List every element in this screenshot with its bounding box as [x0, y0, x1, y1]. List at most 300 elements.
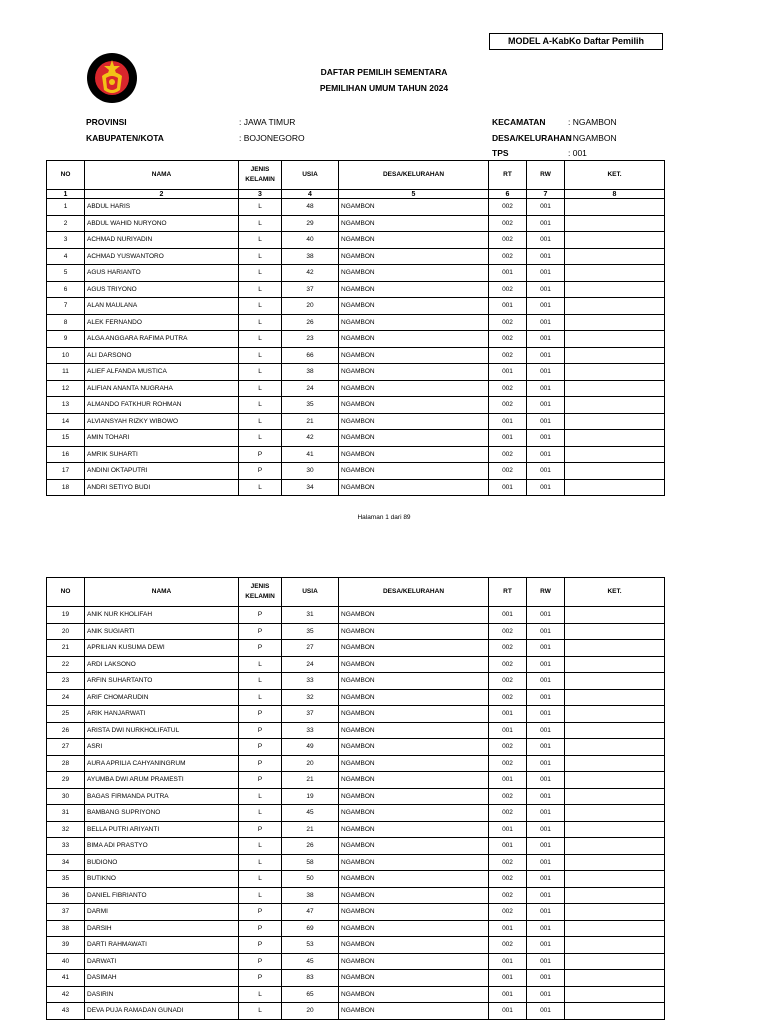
cell-usia: 23 [282, 331, 339, 348]
cell-rw: 001 [527, 199, 565, 216]
cell-jenis-kelamin: L [239, 265, 282, 282]
cell-rt: 002 [489, 232, 527, 249]
cell-ket [565, 986, 665, 1003]
cell-rw: 001 [527, 772, 565, 789]
cell-rw: 001 [527, 314, 565, 331]
cell-usia: 38 [282, 887, 339, 904]
table-row [47, 821, 665, 838]
cell-ket [565, 413, 665, 430]
cell-no: 11 [47, 364, 85, 381]
header-rw: RW [527, 578, 565, 607]
cell-nama: ALGA ANGGARA RAFIMA PUTRA [85, 331, 239, 348]
cell-rt: 002 [489, 689, 527, 706]
cell-no: 20 [47, 623, 85, 640]
cell-no: 30 [47, 788, 85, 805]
header-jenis-kelamin: JENIS KELAMIN [239, 578, 282, 607]
cell-rw: 001 [527, 281, 565, 298]
cell-ket [565, 430, 665, 447]
col-number: 1 [47, 190, 85, 199]
cell-no: 18 [47, 479, 85, 496]
cell-rw: 001 [527, 854, 565, 871]
cell-nama: AGUS HARIANTO [85, 265, 239, 282]
cell-nama: DARSIH [85, 920, 239, 937]
cell-jenis-kelamin: L [239, 689, 282, 706]
cell-rt: 001 [489, 970, 527, 987]
col-number: 8 [565, 190, 665, 199]
cell-ket [565, 871, 665, 888]
cell-jenis-kelamin: L [239, 314, 282, 331]
cell-rt: 002 [489, 887, 527, 904]
cell-usia: 42 [282, 265, 339, 282]
model-label: MODEL A-KabKo Daftar Pemilih [489, 33, 663, 50]
cell-usia: 47 [282, 904, 339, 921]
cell-rw: 001 [527, 232, 565, 249]
table-row [47, 739, 665, 756]
cell-rw: 001 [527, 413, 565, 430]
cell-no: 22 [47, 656, 85, 673]
cell-rw: 001 [527, 887, 565, 904]
table-row [47, 986, 665, 1003]
table-header-row [47, 578, 665, 607]
cell-no: 34 [47, 854, 85, 871]
cell-no: 39 [47, 937, 85, 954]
cell-nama: ALIEF ALFANDA MUSTICA [85, 364, 239, 381]
cell-desa: NGAMBON [339, 347, 489, 364]
cell-nama: DANIEL FIBRIANTO [85, 887, 239, 904]
cell-rw: 001 [527, 331, 565, 348]
cell-desa: NGAMBON [339, 821, 489, 838]
desa-value: : NGAMBON [568, 133, 617, 143]
table-row [47, 298, 665, 315]
cell-no: 6 [47, 281, 85, 298]
kecamatan-label: KECAMATAN [492, 117, 546, 127]
cell-nama: BELLA PUTRI ARIYANTI [85, 821, 239, 838]
table-row [47, 446, 665, 463]
cell-usia: 66 [282, 347, 339, 364]
col-number: 4 [282, 190, 339, 199]
cell-no: 35 [47, 871, 85, 888]
cell-jenis-kelamin: P [239, 937, 282, 954]
cell-rw: 001 [527, 265, 565, 282]
cell-usia: 38 [282, 248, 339, 265]
cell-ket [565, 446, 665, 463]
cell-usia: 42 [282, 430, 339, 447]
cell-nama: ALVIANSYAH RIZKY WIBOWO [85, 413, 239, 430]
column-number-row [47, 190, 665, 199]
table-row [47, 838, 665, 855]
cell-jenis-kelamin: L [239, 805, 282, 822]
cell-jenis-kelamin: L [239, 986, 282, 1003]
cell-nama: ARIF CHOMARUDIN [85, 689, 239, 706]
cell-jenis-kelamin: L [239, 838, 282, 855]
cell-desa: NGAMBON [339, 788, 489, 805]
cell-nama: ANDRI SETIYO BUDI [85, 479, 239, 496]
cell-rt: 002 [489, 623, 527, 640]
cell-no: 1 [47, 199, 85, 216]
cell-usia: 21 [282, 413, 339, 430]
cell-nama: AYUMBA DWI ARUM PRAMESTI [85, 772, 239, 789]
cell-rt: 001 [489, 265, 527, 282]
table-row [47, 920, 665, 937]
cell-usia: 24 [282, 380, 339, 397]
col-number: 7 [527, 190, 565, 199]
cell-ket [565, 397, 665, 414]
cell-rt: 001 [489, 1003, 527, 1020]
cell-desa: NGAMBON [339, 446, 489, 463]
cell-jenis-kelamin: L [239, 656, 282, 673]
cell-no: 3 [47, 232, 85, 249]
cell-desa: NGAMBON [339, 887, 489, 904]
cell-usia: 20 [282, 755, 339, 772]
cell-ket [565, 788, 665, 805]
cell-usia: 38 [282, 364, 339, 381]
cell-desa: NGAMBON [339, 397, 489, 414]
table-row [47, 248, 665, 265]
cell-nama: BAMBANG SUPRIYONO [85, 805, 239, 822]
cell-no: 16 [47, 446, 85, 463]
cell-nama: ALIFIAN ANANTA NUGRAHA [85, 380, 239, 397]
cell-desa: NGAMBON [339, 970, 489, 987]
cell-desa: NGAMBON [339, 640, 489, 657]
cell-desa: NGAMBON [339, 364, 489, 381]
cell-desa: NGAMBON [339, 772, 489, 789]
header-rt: RT [489, 578, 527, 607]
cell-rt: 001 [489, 821, 527, 838]
cell-jenis-kelamin: L [239, 430, 282, 447]
cell-usia: 21 [282, 772, 339, 789]
kabupaten-label: KABUPATEN/KOTA [86, 133, 164, 143]
cell-rt: 002 [489, 380, 527, 397]
cell-nama: ABDUL WAHID NURYONO [85, 215, 239, 232]
cell-desa: NGAMBON [339, 755, 489, 772]
provinsi-label: PROVINSI [86, 117, 127, 127]
cell-nama: ALMANDO FATKHUR ROHMAN [85, 397, 239, 414]
table-row [47, 904, 665, 921]
cell-rt: 001 [489, 479, 527, 496]
cell-jenis-kelamin: L [239, 854, 282, 871]
cell-jenis-kelamin: L [239, 479, 282, 496]
cell-ket [565, 970, 665, 987]
cell-no: 27 [47, 739, 85, 756]
cell-desa: NGAMBON [339, 986, 489, 1003]
cell-jenis-kelamin: P [239, 623, 282, 640]
cell-rw: 001 [527, 788, 565, 805]
cell-no: 10 [47, 347, 85, 364]
cell-ket [565, 838, 665, 855]
tps-label: TPS [492, 148, 509, 158]
cell-nama: ACHMAD NURIYADIN [85, 232, 239, 249]
cell-usia: 53 [282, 937, 339, 954]
cell-rw: 001 [527, 397, 565, 414]
cell-no: 9 [47, 331, 85, 348]
cell-rw: 001 [527, 215, 565, 232]
cell-rw: 001 [527, 446, 565, 463]
cell-usia: 21 [282, 821, 339, 838]
cell-ket [565, 314, 665, 331]
header-rw: RW [527, 161, 565, 190]
cell-jenis-kelamin: P [239, 607, 282, 624]
cell-ket [565, 821, 665, 838]
cell-rt: 001 [489, 298, 527, 315]
cell-jenis-kelamin: L [239, 788, 282, 805]
cell-rt: 002 [489, 281, 527, 298]
table-row [47, 788, 665, 805]
document-title: DAFTAR PEMILIH SEMENTARA [320, 67, 448, 77]
cell-jenis-kelamin: P [239, 706, 282, 723]
cell-no: 43 [47, 1003, 85, 1020]
col-number: 2 [85, 190, 239, 199]
cell-no: 13 [47, 397, 85, 414]
cell-desa: NGAMBON [339, 248, 489, 265]
kpu-logo [86, 46, 138, 110]
cell-ket [565, 673, 665, 690]
cell-nama: ARISTA DWI NURKHOLIFATUL [85, 722, 239, 739]
cell-rt: 001 [489, 772, 527, 789]
cell-ket [565, 772, 665, 789]
cell-no: 42 [47, 986, 85, 1003]
cell-jenis-kelamin: L [239, 199, 282, 216]
table-row [47, 430, 665, 447]
cell-rw: 001 [527, 706, 565, 723]
header-ket: KET. [565, 578, 665, 607]
table-row [47, 364, 665, 381]
cell-rt: 002 [489, 673, 527, 690]
cell-ket [565, 607, 665, 624]
cell-ket [565, 953, 665, 970]
cell-desa: NGAMBON [339, 739, 489, 756]
table-header-row [47, 161, 665, 190]
cell-usia: 33 [282, 673, 339, 690]
table-row [47, 887, 665, 904]
cell-desa: NGAMBON [339, 607, 489, 624]
cell-rt: 002 [489, 805, 527, 822]
cell-nama: ARIK HANJARWATI [85, 706, 239, 723]
table-row [47, 805, 665, 822]
header-nama: NAMA [85, 161, 239, 190]
cell-desa: NGAMBON [339, 232, 489, 249]
header-no: NO [47, 161, 85, 190]
cell-rw: 001 [527, 479, 565, 496]
table-row [47, 937, 665, 954]
cell-no: 26 [47, 722, 85, 739]
cell-desa: NGAMBON [339, 871, 489, 888]
cell-rt: 001 [489, 413, 527, 430]
cell-usia: 27 [282, 640, 339, 657]
cell-rt: 002 [489, 904, 527, 921]
cell-rw: 001 [527, 1003, 565, 1020]
cell-usia: 20 [282, 298, 339, 315]
cell-nama: DARWATI [85, 953, 239, 970]
cell-ket [565, 298, 665, 315]
cell-desa: NGAMBON [339, 689, 489, 706]
col-number: 5 [339, 190, 489, 199]
cell-ket [565, 854, 665, 871]
cell-rw: 001 [527, 953, 565, 970]
cell-desa: NGAMBON [339, 463, 489, 480]
cell-jenis-kelamin: L [239, 248, 282, 265]
cell-nama: BIMA ADI PRASTYO [85, 838, 239, 855]
cell-no: 37 [47, 904, 85, 921]
cell-ket [565, 904, 665, 921]
cell-rt: 002 [489, 739, 527, 756]
table-row [47, 640, 665, 657]
cell-usia: 20 [282, 1003, 339, 1020]
cell-no: 8 [47, 314, 85, 331]
cell-desa: NGAMBON [339, 656, 489, 673]
col-number: 6 [489, 190, 527, 199]
cell-no: 38 [47, 920, 85, 937]
table-row [47, 1003, 665, 1020]
cell-usia: 35 [282, 623, 339, 640]
cell-nama: AGUS TRIYONO [85, 281, 239, 298]
cell-rw: 001 [527, 722, 565, 739]
table-row [47, 970, 665, 987]
cell-desa: NGAMBON [339, 314, 489, 331]
table-row [47, 463, 665, 480]
cell-rw: 001 [527, 364, 565, 381]
cell-nama: AURA APRILIA CAHYANINGRUM [85, 755, 239, 772]
cell-rw: 001 [527, 673, 565, 690]
cell-ket [565, 722, 665, 739]
cell-rw: 001 [527, 920, 565, 937]
cell-ket [565, 364, 665, 381]
cell-rw: 001 [527, 298, 565, 315]
cell-desa: NGAMBON [339, 937, 489, 954]
table-row [47, 314, 665, 331]
page-number: Halaman 1 dari 89 [357, 514, 411, 521]
cell-desa: NGAMBON [339, 199, 489, 216]
cell-usia: 37 [282, 706, 339, 723]
table-row [47, 380, 665, 397]
cell-usia: 24 [282, 656, 339, 673]
cell-nama: BAGAS FIRMANDA PUTRA [85, 788, 239, 805]
cell-nama: BUTIKNO [85, 871, 239, 888]
table-row [47, 265, 665, 282]
table-row [47, 755, 665, 772]
cell-rw: 001 [527, 248, 565, 265]
cell-rt: 002 [489, 854, 527, 871]
cell-jenis-kelamin: L [239, 232, 282, 249]
cell-ket [565, 937, 665, 954]
cell-ket [565, 248, 665, 265]
cell-rt: 002 [489, 314, 527, 331]
cell-ket [565, 920, 665, 937]
cell-rt: 002 [489, 248, 527, 265]
header-ket: KET. [565, 161, 665, 190]
cell-ket [565, 265, 665, 282]
tps-value: : 001 [568, 148, 587, 158]
cell-jenis-kelamin: L [239, 871, 282, 888]
header-desa: DESA/KELURAHAN [339, 161, 489, 190]
cell-desa: NGAMBON [339, 281, 489, 298]
table-row [47, 281, 665, 298]
table-row [47, 199, 665, 216]
cell-desa: NGAMBON [339, 215, 489, 232]
cell-usia: 26 [282, 838, 339, 855]
cell-no: 24 [47, 689, 85, 706]
cell-desa: NGAMBON [339, 430, 489, 447]
cell-rw: 001 [527, 347, 565, 364]
cell-jenis-kelamin: L [239, 298, 282, 315]
cell-rw: 001 [527, 623, 565, 640]
table-row [47, 215, 665, 232]
cell-rw: 001 [527, 656, 565, 673]
cell-rt: 002 [489, 199, 527, 216]
provinsi-value: : JAWA TIMUR [239, 117, 296, 127]
table-row [47, 673, 665, 690]
cell-ket [565, 706, 665, 723]
table-row [47, 479, 665, 496]
table-row [47, 953, 665, 970]
cell-no: 41 [47, 970, 85, 987]
header-rt: RT [489, 161, 527, 190]
cell-jenis-kelamin: L [239, 673, 282, 690]
cell-ket [565, 689, 665, 706]
table-row [47, 706, 665, 723]
cell-usia: 32 [282, 689, 339, 706]
cell-rt: 001 [489, 607, 527, 624]
table-row [47, 656, 665, 673]
table-row [47, 232, 665, 249]
cell-usia: 40 [282, 232, 339, 249]
cell-usia: 37 [282, 281, 339, 298]
cell-jenis-kelamin: P [239, 953, 282, 970]
cell-ket [565, 656, 665, 673]
cell-rt: 002 [489, 446, 527, 463]
voter-table-page-1 [46, 160, 665, 496]
cell-nama: ASRI [85, 739, 239, 756]
cell-rt: 002 [489, 215, 527, 232]
cell-rt: 002 [489, 347, 527, 364]
cell-rt: 002 [489, 788, 527, 805]
cell-rt: 001 [489, 430, 527, 447]
cell-nama: ARDI LAKSONO [85, 656, 239, 673]
cell-ket [565, 232, 665, 249]
cell-jenis-kelamin: P [239, 722, 282, 739]
cell-rw: 001 [527, 689, 565, 706]
cell-nama: ALAN MAULANA [85, 298, 239, 315]
cell-desa: NGAMBON [339, 673, 489, 690]
cell-desa: NGAMBON [339, 854, 489, 871]
cell-jenis-kelamin: P [239, 920, 282, 937]
cell-jenis-kelamin: P [239, 970, 282, 987]
cell-no: 7 [47, 298, 85, 315]
cell-rw: 001 [527, 463, 565, 480]
cell-no: 25 [47, 706, 85, 723]
cell-jenis-kelamin: P [239, 463, 282, 480]
cell-jenis-kelamin: L [239, 364, 282, 381]
cell-jenis-kelamin: L [239, 215, 282, 232]
cell-no: 36 [47, 887, 85, 904]
cell-rw: 001 [527, 805, 565, 822]
cell-desa: NGAMBON [339, 298, 489, 315]
cell-rt: 002 [489, 331, 527, 348]
cell-usia: 31 [282, 607, 339, 624]
cell-usia: 19 [282, 788, 339, 805]
cell-no: 5 [47, 265, 85, 282]
cell-jenis-kelamin: P [239, 755, 282, 772]
cell-desa: NGAMBON [339, 904, 489, 921]
cell-rw: 001 [527, 970, 565, 987]
cell-ket [565, 281, 665, 298]
cell-jenis-kelamin: P [239, 446, 282, 463]
cell-jenis-kelamin: L [239, 1003, 282, 1020]
table-row [47, 772, 665, 789]
cell-ket [565, 463, 665, 480]
cell-ket [565, 1003, 665, 1020]
cell-no: 28 [47, 755, 85, 772]
cell-no: 15 [47, 430, 85, 447]
